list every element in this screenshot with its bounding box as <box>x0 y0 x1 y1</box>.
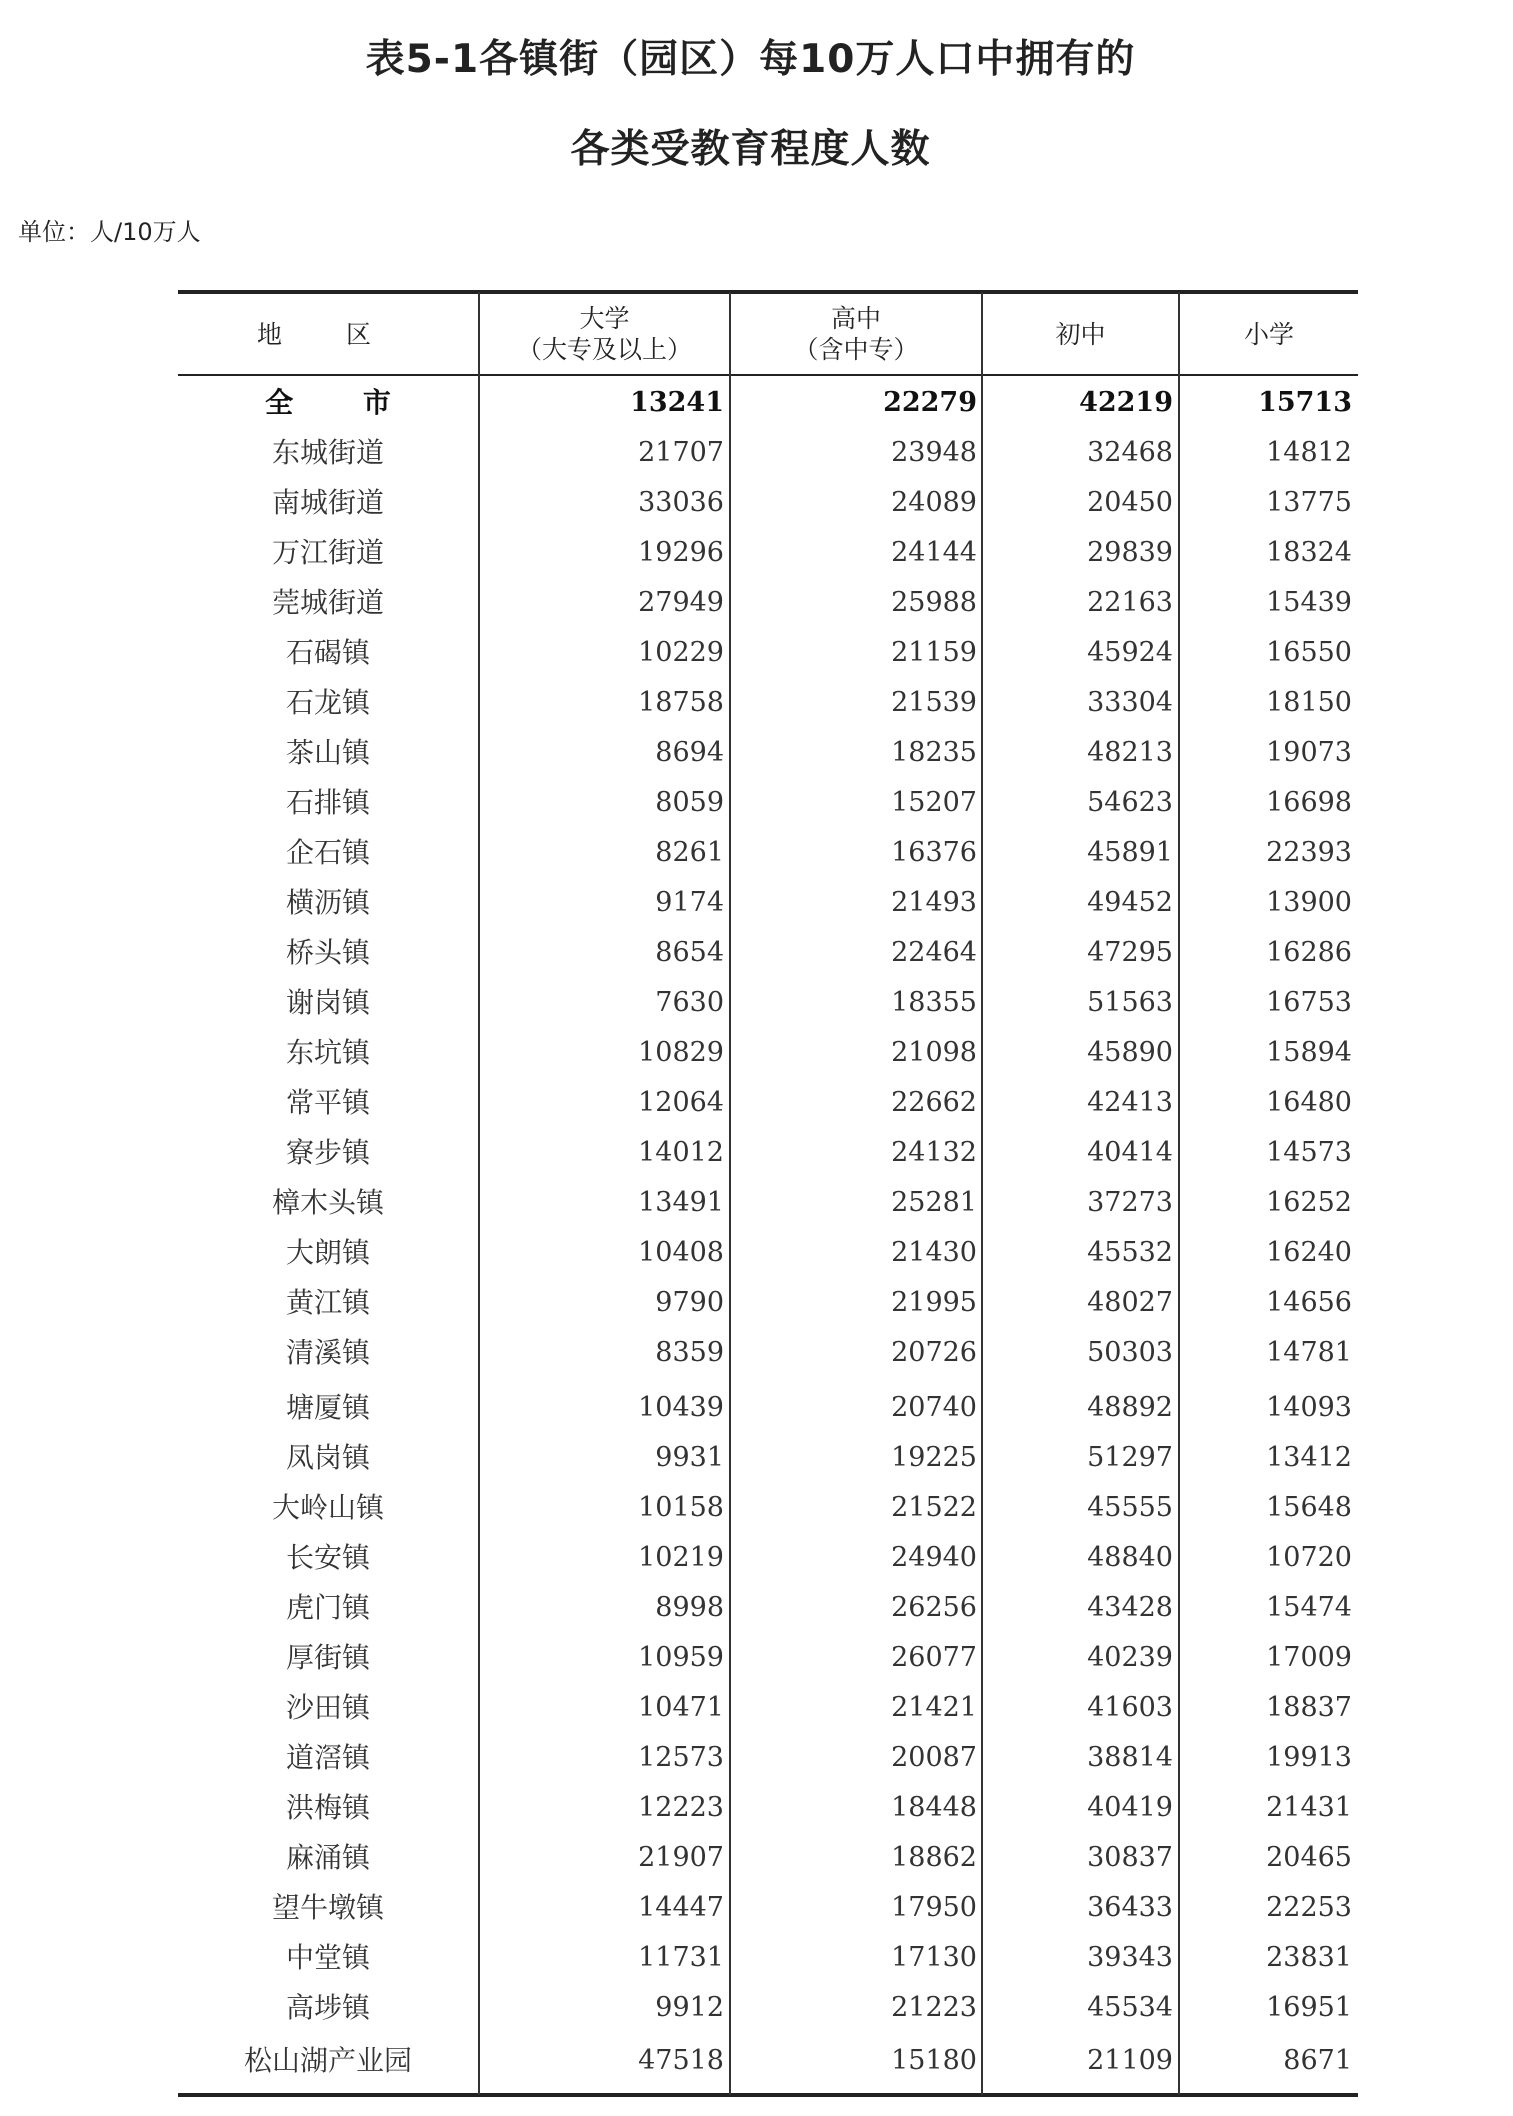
college-cell: 13491 <box>638 1187 724 1218</box>
table-row <box>178 778 1358 828</box>
table-body <box>178 378 1358 2089</box>
college-cell: 9790 <box>655 1287 724 1318</box>
table-row <box>178 978 1358 1028</box>
table-row <box>178 528 1358 578</box>
region-cell: 望牛墩镇 <box>271 1891 384 1924</box>
college-cell: 10229 <box>638 637 724 668</box>
college-cell: 8261 <box>655 837 724 868</box>
primary-cell: 14656 <box>1266 1287 1352 1318</box>
primary-cell: 15439 <box>1266 587 1352 618</box>
table-row <box>178 728 1358 778</box>
college-cell: 21707 <box>638 437 724 468</box>
primary-cell: 16252 <box>1266 1187 1352 1218</box>
highschool-cell: 20726 <box>891 1337 977 1368</box>
college-cell: 10829 <box>638 1037 724 1068</box>
primary-cell: 15648 <box>1266 1492 1352 1523</box>
table-row <box>178 1933 1358 1983</box>
college-cell: 21907 <box>638 1842 724 1873</box>
table-row <box>178 928 1358 978</box>
college-cell: 10439 <box>638 1392 724 1423</box>
college-cell: 10219 <box>638 1542 724 1573</box>
primary-cell: 8671 <box>1283 2045 1352 2076</box>
region-cell: 东坑镇 <box>285 1036 370 1069</box>
junior-cell: 22163 <box>1087 587 1173 618</box>
region-cell: 桥头镇 <box>285 936 370 969</box>
region-cell: 厚街镇 <box>285 1641 370 1674</box>
junior-cell: 40414 <box>1087 1137 1173 1168</box>
college-cell: 10959 <box>638 1642 724 1673</box>
junior-cell: 32468 <box>1087 437 1173 468</box>
table-row <box>178 1833 1358 1883</box>
table-row <box>178 1583 1358 1633</box>
region-cell: 南城街道 <box>271 486 384 519</box>
highschool-cell: 20740 <box>891 1392 977 1423</box>
table-row <box>178 1733 1358 1783</box>
header-highschool-line1: 高中 <box>830 304 881 333</box>
highschool-cell: 22279 <box>883 387 977 418</box>
primary-cell: 18837 <box>1266 1692 1352 1723</box>
junior-cell: 51297 <box>1087 1442 1173 1473</box>
table-bottom-rule <box>178 2093 1358 2097</box>
junior-cell: 48027 <box>1087 1287 1173 1318</box>
college-cell: 9931 <box>655 1442 724 1473</box>
primary-cell: 16286 <box>1266 937 1352 968</box>
junior-cell: 45924 <box>1087 637 1173 668</box>
highschool-cell: 21430 <box>891 1237 977 1268</box>
highschool-cell: 25281 <box>891 1187 977 1218</box>
college-cell: 12573 <box>638 1742 724 1773</box>
region-cell: 企石镇 <box>285 836 370 869</box>
table-row <box>178 828 1358 878</box>
highschool-cell: 17950 <box>891 1892 977 1923</box>
junior-cell: 30837 <box>1087 1842 1173 1873</box>
college-cell: 10408 <box>638 1237 724 1268</box>
college-cell: 12064 <box>638 1087 724 1118</box>
junior-cell: 20450 <box>1087 487 1173 518</box>
college-cell: 27949 <box>638 587 724 618</box>
region-cell: 大岭山镇 <box>271 1491 384 1524</box>
table-row <box>178 1028 1358 1078</box>
region-cell: 洪梅镇 <box>285 1791 370 1824</box>
junior-cell: 54623 <box>1087 787 1173 818</box>
junior-cell: 43428 <box>1087 1592 1173 1623</box>
region-cell: 大朗镇 <box>285 1236 370 1269</box>
region-cell: 茶山镇 <box>285 736 370 769</box>
primary-cell: 14573 <box>1266 1137 1352 1168</box>
region-cell: 虎门镇 <box>285 1591 370 1624</box>
header-primary-label: 小学 <box>1243 319 1294 349</box>
region-cell: 莞城街道 <box>271 586 384 619</box>
junior-cell: 50303 <box>1087 1337 1173 1368</box>
primary-cell: 10720 <box>1266 1542 1352 1573</box>
highschool-cell: 21223 <box>891 1992 977 2023</box>
highschool-cell: 23948 <box>891 437 977 468</box>
table-row <box>178 628 1358 678</box>
primary-cell: 18324 <box>1266 537 1352 568</box>
region-cell: 石碣镇 <box>285 636 370 669</box>
table-row <box>178 1883 1358 1933</box>
table-row <box>178 1533 1358 1583</box>
junior-cell: 48840 <box>1087 1542 1173 1573</box>
table-row <box>178 1078 1358 1128</box>
junior-cell: 40239 <box>1087 1642 1173 1673</box>
highschool-cell: 18448 <box>891 1792 977 1823</box>
college-cell: 9912 <box>655 1992 724 2023</box>
college-cell: 8998 <box>655 1592 724 1623</box>
college-cell: 12223 <box>638 1792 724 1823</box>
highschool-cell: 21421 <box>891 1692 977 1723</box>
highschool-cell: 15207 <box>891 787 977 818</box>
highschool-cell: 21493 <box>891 887 977 918</box>
junior-cell: 39343 <box>1087 1942 1173 1973</box>
table-row <box>178 1683 1358 1733</box>
table-row <box>178 1228 1358 1278</box>
region-cell: 万江街道 <box>271 536 384 569</box>
primary-cell: 21431 <box>1266 1792 1352 1823</box>
header-region <box>178 294 478 374</box>
junior-cell: 21109 <box>1087 2045 1173 2076</box>
highschool-cell: 22464 <box>891 937 977 968</box>
region-cell: 横沥镇 <box>285 886 370 919</box>
college-cell: 8359 <box>655 1337 724 1368</box>
highschool-cell: 22662 <box>891 1087 977 1118</box>
primary-cell: 17009 <box>1266 1642 1352 1673</box>
highschool-cell: 17130 <box>891 1942 977 1973</box>
primary-cell: 14812 <box>1266 437 1352 468</box>
region-cell: 道滘镇 <box>285 1741 370 1774</box>
college-cell: 13241 <box>630 387 724 418</box>
junior-cell: 33304 <box>1087 687 1173 718</box>
unit-label: 单位：人/10万人 <box>18 218 201 246</box>
college-cell: 14012 <box>638 1137 724 1168</box>
table-row <box>178 1383 1358 1433</box>
college-cell: 10471 <box>638 1692 724 1723</box>
primary-cell: 19073 <box>1266 737 1352 768</box>
header-junior-label: 初中 <box>1055 319 1106 349</box>
region-cell: 清溪镇 <box>285 1336 370 1369</box>
junior-cell: 48892 <box>1087 1392 1173 1423</box>
primary-cell: 13775 <box>1266 487 1352 518</box>
region-cell: 东城街道 <box>271 436 384 469</box>
header-college-line2: （大专及以上） <box>516 335 692 364</box>
table-row <box>178 1328 1358 1383</box>
primary-cell: 16550 <box>1266 637 1352 668</box>
highschool-cell: 16376 <box>891 837 977 868</box>
highschool-cell: 21522 <box>891 1492 977 1523</box>
college-cell: 9174 <box>655 887 724 918</box>
junior-cell: 47295 <box>1087 937 1173 968</box>
junior-cell: 36433 <box>1087 1892 1173 1923</box>
region-cell: 樟木头镇 <box>271 1186 384 1219</box>
region-cell: 松山湖产业园 <box>243 2044 412 2077</box>
primary-cell: 16698 <box>1266 787 1352 818</box>
highschool-cell: 24940 <box>891 1542 977 1573</box>
junior-cell: 42413 <box>1087 1087 1173 1118</box>
highschool-cell: 21539 <box>891 687 977 718</box>
header-college <box>480 294 729 374</box>
region-cell: 麻涌镇 <box>285 1841 370 1874</box>
table-header-rule <box>178 374 1358 376</box>
region-cell: 全 市 <box>265 386 421 419</box>
primary-cell: 22253 <box>1266 1892 1352 1923</box>
highschool-cell: 19225 <box>891 1442 977 1473</box>
header-primary <box>1180 294 1358 374</box>
table-row <box>178 1128 1358 1178</box>
primary-cell: 22393 <box>1266 837 1352 868</box>
region-cell: 中堂镇 <box>285 1941 370 1974</box>
highschool-cell: 24089 <box>891 487 977 518</box>
region-cell: 常平镇 <box>285 1086 370 1119</box>
table-row <box>178 1783 1358 1833</box>
primary-cell: 19913 <box>1266 1742 1352 1773</box>
region-cell: 石龙镇 <box>285 686 370 719</box>
junior-cell: 45534 <box>1087 1992 1173 2023</box>
primary-cell: 16753 <box>1266 987 1352 1018</box>
table-row <box>178 878 1358 928</box>
college-cell: 7630 <box>655 987 724 1018</box>
table-row <box>178 428 1358 478</box>
junior-cell: 37273 <box>1087 1187 1173 1218</box>
header-region-label: 地 区 <box>257 319 399 349</box>
region-cell: 高埗镇 <box>285 1991 370 2024</box>
primary-cell: 20465 <box>1266 1842 1352 1873</box>
table-row <box>178 478 1358 528</box>
primary-cell: 14781 <box>1266 1337 1352 1368</box>
highschool-cell: 24132 <box>891 1137 977 1168</box>
junior-cell: 45555 <box>1087 1492 1173 1523</box>
table-row <box>178 1278 1358 1328</box>
primary-cell: 16240 <box>1266 1237 1352 1268</box>
junior-cell: 48213 <box>1087 737 1173 768</box>
table-row <box>178 1983 1358 2033</box>
table-row <box>178 1433 1358 1483</box>
primary-cell: 13900 <box>1266 887 1352 918</box>
header-highschool-line2: （含中专） <box>793 335 919 364</box>
region-cell: 长安镇 <box>285 1541 370 1574</box>
junior-cell: 42219 <box>1079 387 1173 418</box>
region-cell: 石排镇 <box>285 786 370 819</box>
table-row <box>178 1633 1358 1683</box>
college-cell: 14447 <box>638 1892 724 1923</box>
primary-cell: 15474 <box>1266 1592 1352 1623</box>
region-cell: 谢岗镇 <box>285 986 370 1019</box>
table-row <box>178 1483 1358 1533</box>
college-cell: 47518 <box>638 2045 724 2076</box>
region-cell: 塘厦镇 <box>285 1391 370 1424</box>
highschool-cell: 21995 <box>891 1287 977 1318</box>
table-title-line2: 各类受教育程度人数 <box>570 127 931 172</box>
table-title-line1: 表5-1各镇街（园区）每10万人口中拥有的 <box>365 37 1136 82</box>
region-cell: 黄江镇 <box>285 1286 370 1319</box>
region-cell: 凤岗镇 <box>285 1441 370 1474</box>
college-cell: 11731 <box>638 1942 724 1973</box>
college-cell: 8059 <box>655 787 724 818</box>
college-cell: 19296 <box>638 537 724 568</box>
header-highschool <box>731 294 981 374</box>
junior-cell: 45890 <box>1087 1037 1173 1068</box>
junior-cell: 38814 <box>1087 1742 1173 1773</box>
college-cell: 18758 <box>638 687 724 718</box>
highschool-cell: 21098 <box>891 1037 977 1068</box>
highschool-cell: 24144 <box>891 537 977 568</box>
highschool-cell: 26256 <box>891 1592 977 1623</box>
primary-cell: 14093 <box>1266 1392 1352 1423</box>
highschool-cell: 18355 <box>891 987 977 1018</box>
highschool-cell: 20087 <box>891 1742 977 1773</box>
table-row-total <box>178 378 1358 428</box>
college-cell: 33036 <box>638 487 724 518</box>
highschool-cell: 15180 <box>891 2045 977 2076</box>
junior-cell: 49452 <box>1087 887 1173 918</box>
college-cell: 8694 <box>655 737 724 768</box>
table-row <box>178 2033 1358 2089</box>
highschool-cell: 26077 <box>891 1642 977 1673</box>
table-row <box>178 578 1358 628</box>
junior-cell: 45532 <box>1087 1237 1173 1268</box>
junior-cell: 51563 <box>1087 987 1173 1018</box>
junior-cell: 41603 <box>1087 1692 1173 1723</box>
highschool-cell: 21159 <box>891 637 977 668</box>
highschool-cell: 18235 <box>891 737 977 768</box>
primary-cell: 15713 <box>1258 387 1352 418</box>
primary-cell: 16951 <box>1266 1992 1352 2023</box>
header-junior <box>983 294 1178 374</box>
table-row <box>178 678 1358 728</box>
region-cell: 寮步镇 <box>285 1136 370 1169</box>
header-college-line1: 大学 <box>579 304 630 333</box>
primary-cell: 16480 <box>1266 1087 1352 1118</box>
college-cell: 10158 <box>638 1492 724 1523</box>
college-cell: 8654 <box>655 937 724 968</box>
junior-cell: 29839 <box>1087 537 1173 568</box>
table-row <box>178 1178 1358 1228</box>
primary-cell: 15894 <box>1266 1037 1352 1068</box>
region-cell: 沙田镇 <box>285 1691 370 1724</box>
junior-cell: 40419 <box>1087 1792 1173 1823</box>
primary-cell: 23831 <box>1266 1942 1352 1973</box>
highschool-cell: 18862 <box>891 1842 977 1873</box>
junior-cell: 45891 <box>1087 837 1173 868</box>
primary-cell: 18150 <box>1266 687 1352 718</box>
highschool-cell: 25988 <box>891 587 977 618</box>
primary-cell: 13412 <box>1266 1442 1352 1473</box>
